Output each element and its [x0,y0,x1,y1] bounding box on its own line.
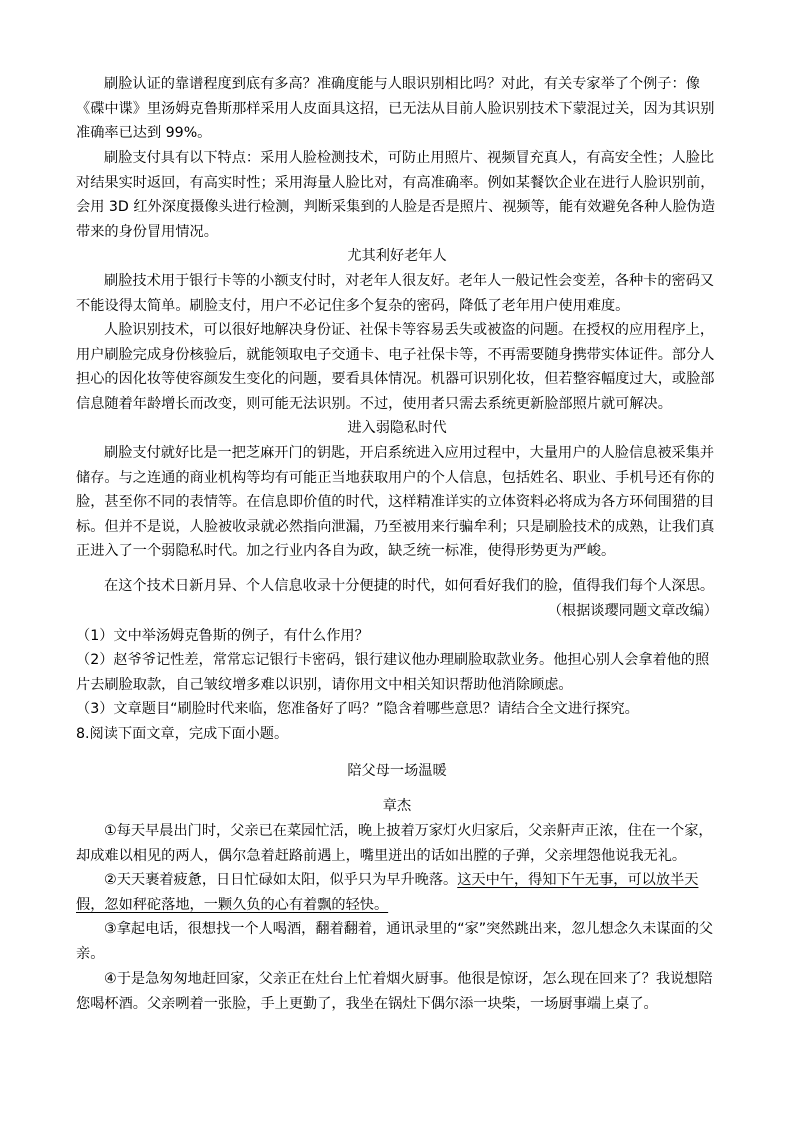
question-2: （2）赵爷爷记性差，常常忘记银行卡密码，银行建议他办理刷脸取款业务。他担心别人会拿着他的照片去刷脸取款，自己皱纹增多难以识别，请你用文中相关知识帮助他消除顾虑。 [76,652,710,693]
paragraph-face-accuracy: 刷脸认证的靠谱程度到底有多高？准确度能与人眼识别相比吗？对此，有关专家举了个例子：像《碟中谍》里汤姆克鲁斯那样采用人皮面具这招，已无法从目前人脸识别技术下蒙混过关，因为其识别准确率已达到 99%。 [76,76,715,142]
paragraph-conclusion: 在这个技术日新月异、个人信息收录十分便捷的时代，如何看好我们的脸，值得我们每个人深思。 [104,578,715,594]
article-title: 陪父母一场温暖 [347,763,447,779]
article-paragraph-4: ④于是急匆匆地赶回家，父亲正在灶台上忙着烟火厨事。他很是惊讶，怎么现在回来了？我说想陪您喝杯酒。父亲咧着一张脸，手上更勤了，我坐在锅灶下偶尔添一块柴，一场厨事端上桌了。 [76,971,713,1012]
section-heading-weak-privacy: 进入弱隐私时代 [347,420,447,436]
article-author: 章杰 [382,798,412,814]
paragraph-elderly-friendly: 刷脸技术用于银行卡等的小额支付时，对老年人很友好。老年人一般记性会变差，各种卡的密码又不能设得太简单。刷脸支付，用户不必记住多个复杂的密码，降低了老年用户使用难度。 [76,273,715,314]
underlined-sentence: 这天中午，得知下午无事，可以放半天假，忽如秤砣落地，一颗久负的心有着飘的轻快。 [76,872,699,913]
paragraph-weak-privacy: 刷脸支付就好比是一把芝麻开门的钥匙，开启系统进入应用过程中，大量用户的人脸信息被采集并储存。与之连通的商业机构等均有可能正当地获取用户的个人信息，包括姓名、职业、手机号还有你的脸，甚至你不同的表情等。在信息即价值的时代，这样精准详实的立体资料必将成为各方环伺围猎的目标。但并不是说，人脸被收录就必然指向泄漏，乃至被用来行骗牟利；只是刷脸技术的成熟，让我们真正进入了一个弱隐私时代。加之行业内各自为政，缺乏统一标准，使得形势更为严峻。 [76,445,715,560]
article-paragraph-3: ③拿起电话，很想找一个人喝酒，翻着翻着，通讯录里的“家”突然跳出来，忽儿想念久未谋面的父亲。 [76,921,714,962]
paragraph-face-payment-features: 刷脸支付具有以下特点：采用人脸检测技术，可防止用照片、视频冒充真人，有高安全性；人脸比对结果实时返回，有高实时性；采用海量人脸比对，有高准确率。例如某餐饮企业在进行人脸识别前，会用 3D 红外深度摄像头进行检测，判断采集到的人脸是否是照片、视频等，能有效避免各种人脸伪造带来的身份冒用情况。 [76,150,716,240]
article-paragraph-2-lead: ②天天裹着疲惫，日日忙碌如太阳，似乎只为早升晚落。 [104,872,458,888]
section-heading-elderly: 尤其利好老年人 [347,248,447,264]
question-1: （1）文中举汤姆克鲁斯的例子，有什么作用？ [76,628,369,644]
question-8-instruction: 8.阅读下面文章，完成下面小题。 [76,726,289,742]
question-3: （3）文章题目“刷脸时代来临，您准备好了吗？”隐含着哪些意思？请结合全文进行探究。 [76,701,639,717]
article-paragraph-1: ①每天早晨出门时，父亲已在菜园忙活，晚上披着万家灯火归家后，父亲鼾声正浓，住在一个家，却成难以相见的两人，偶尔急着赶路前遇上，嘴里迸出的话如出膛的子弹，父亲埋怨他说我无礼。 [76,823,713,864]
paragraph-id-card-problem: 人脸识别技术，可以很好地解决身份证、社保卡等容易丢失或被盗的问题。在授权的应用程序上，用户刷脸完成身份核验后，就能领取电子交通卡、电子社保卡等，不再需要随身携带实体证件。部分人担心的因化妆等使容颜发生变化的问题，要看具体情况。机器可识别化妆，但若整容幅度过大，或脸部信息随着年龄增长而改变，则可能无法识别。不过，使用者只需去系统更新脸部照片就可解决。 [76,322,715,412]
article-paragraph-2 [76,868,718,917]
source-note: （根据谈璎同题文章改编） [547,603,718,619]
